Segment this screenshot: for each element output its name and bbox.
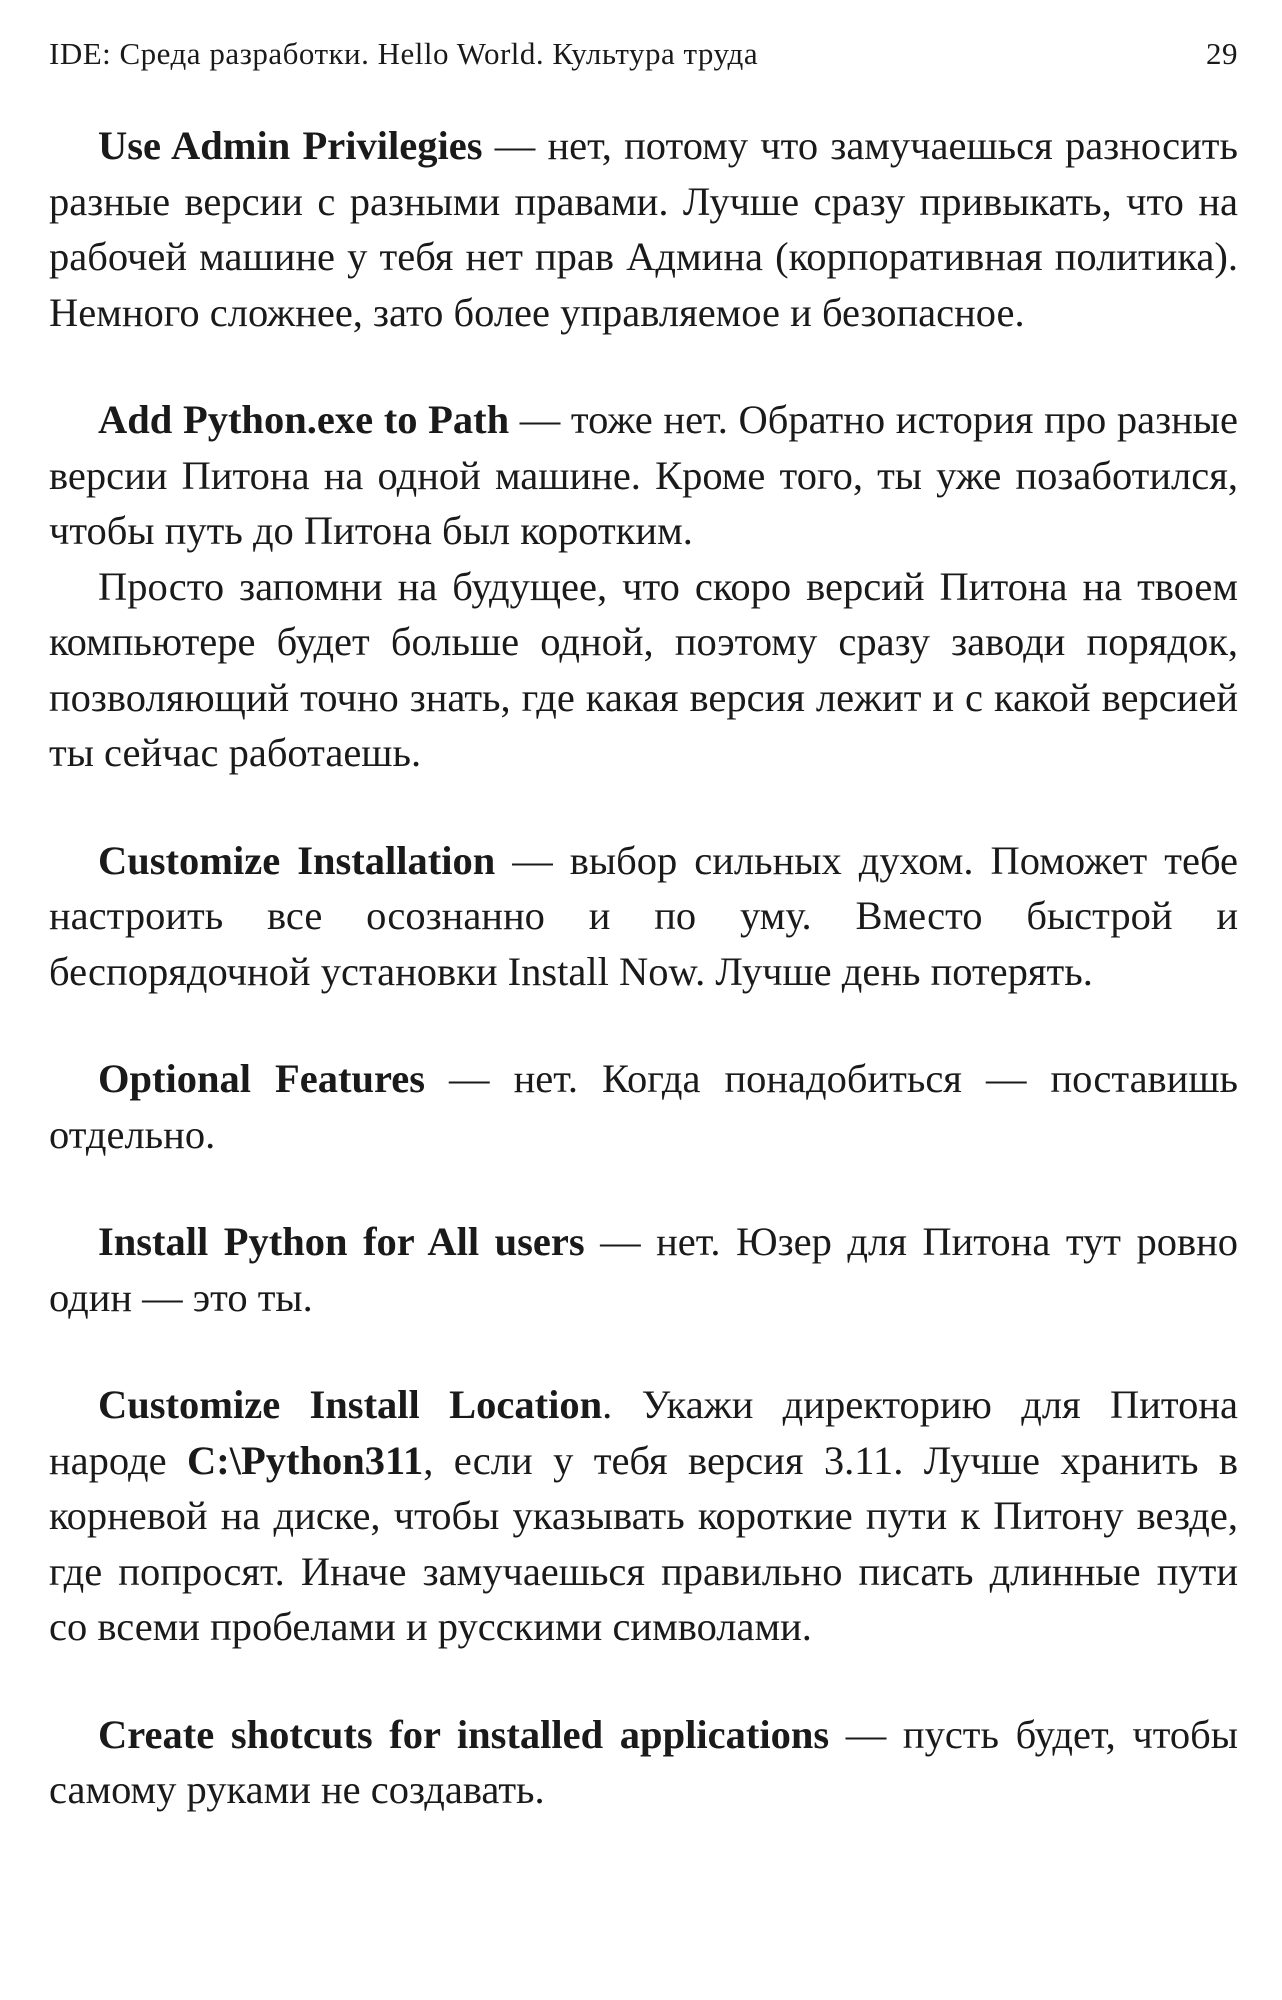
running-head (49, 28, 1238, 80)
page-number: 29 (1206, 36, 1238, 71)
term-add-python-exe-to-path: Add Python.exe to Path (98, 397, 510, 442)
paragraph-create-shortcuts (49, 1707, 1238, 1818)
term-optional-features: Optional Features (98, 1056, 426, 1101)
paragraph-customize-installation (49, 833, 1238, 1000)
paragraph-versions-note (49, 559, 1238, 781)
page-body (49, 118, 1238, 1818)
install-path: C:\Python311 (186, 1437, 424, 1483)
paragraph-admin-privileges (49, 118, 1238, 340)
term-create-shotcuts: Create shotcuts for installed applications (98, 1711, 830, 1757)
paragraph-text: Просто запомни на будущее, что скоро версий Питона на твоем компьютере будет больше одной, поэтому сразу заводи порядок, позволяющий точно знать, где какая версия лежит и с какой версией ты сейчас работаешь. (49, 563, 1238, 775)
term-customize-installation: Customize Installation (98, 837, 496, 883)
paragraph-text: , если у тебя версия 3.11. Лучше хранить в корневой на диске, чтобы указывать короткие пути к Питону везде, где попросят. Иначе замучаешься правильно писать длинные пути со всеми пробелами и русскими символами. (49, 1437, 1238, 1649)
paragraph-text: — пусть будет, чтобы самому руками не создавать. (49, 1711, 1238, 1812)
paragraph-text: — нет. Юзер для Питона тут ровно один — это ты. (49, 1219, 1239, 1320)
paragraph-text: — нет. Когда понадобиться — поставишь отдельно. (49, 1056, 1239, 1157)
running-title: IDE: Среда разработки. Hello World. Культура труда (49, 36, 759, 71)
term-install-python-for-all-users: Install Python for All users (98, 1219, 585, 1264)
paragraph-text: — выбор сильных духом. Поможет тебе настроить все осознанно и по уму. Вместо быстрой и беспорядочной установки Install Now. Лучше день потерять. (49, 837, 1238, 994)
term-customize-install-location: Customize Install Location (98, 1382, 603, 1427)
paragraph-all-users (49, 1214, 1238, 1325)
paragraph-text: — тоже нет. Обратно история про разные версии Питона на одной машине. Кроме того, ты уже позаботился, чтобы путь до Питона был коротким. (49, 397, 1238, 553)
paragraph-text: — нет, потому что замучаешься разносить разные версии с разными правами. Лучше сразу привыкать, что на рабочей машине у тебя нет прав Админа (корпоративная политика). Немного сложнее, зато более управляемое и безопасное. (49, 123, 1238, 335)
paragraph-text: . Укажи директорию для Питона народе (49, 1382, 1238, 1483)
paragraph-add-python-to-path (49, 392, 1238, 559)
paragraph-optional-features (49, 1051, 1238, 1162)
paragraph-install-location (49, 1377, 1238, 1655)
term-use-admin-privilegies: Use Admin Privilegies (98, 123, 483, 168)
